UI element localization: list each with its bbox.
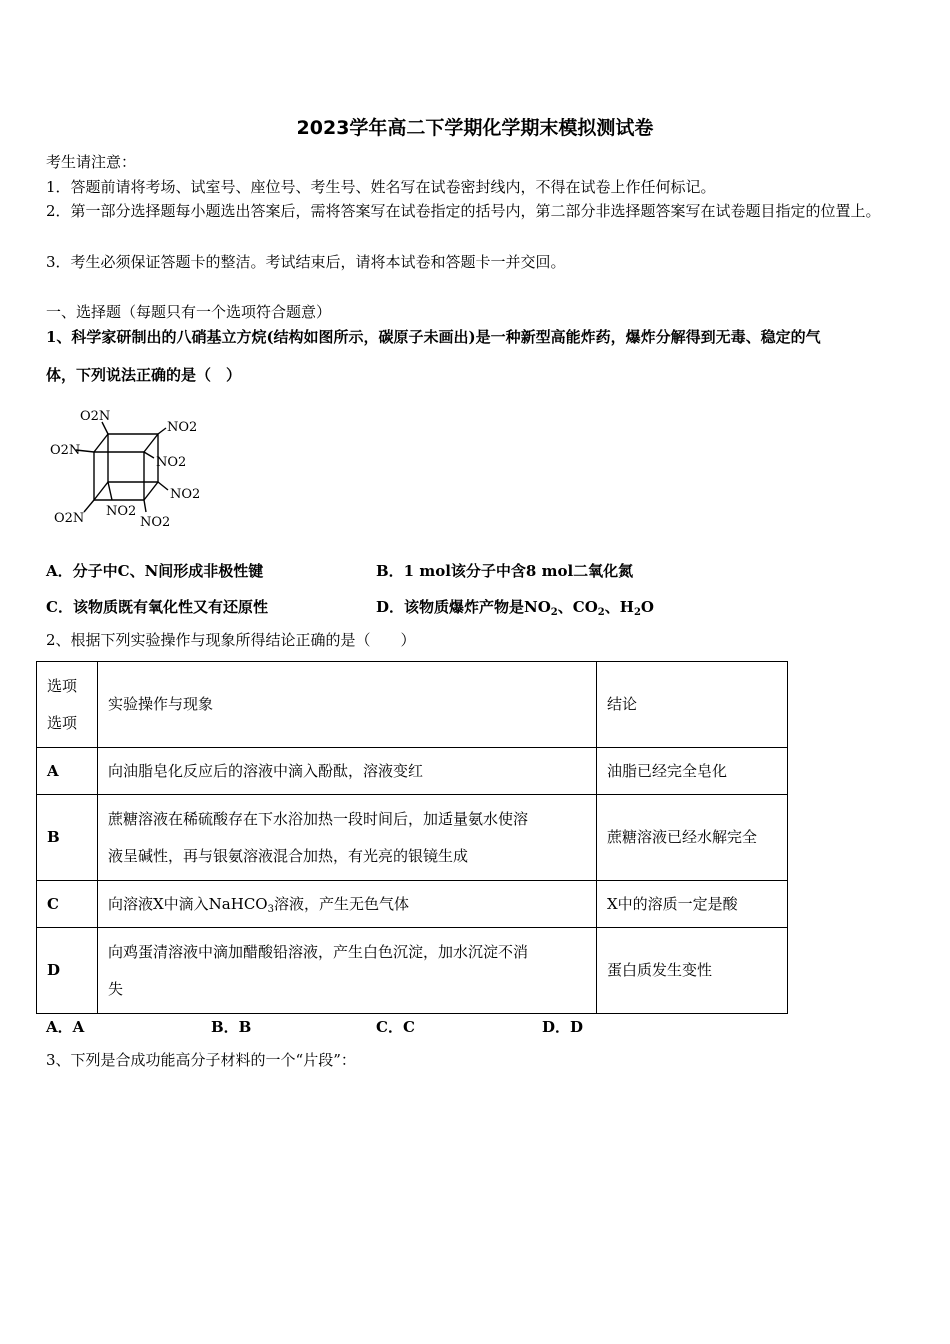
table-header-row [37, 662, 788, 748]
row-operation: 向鸡蛋清溶液中滴加醋酸铅溶液，产生白色沉淀，加水沉淀不消 失 [98, 928, 597, 1014]
q2-option-c[interactable]: C．C [376, 1018, 415, 1036]
table-row [37, 795, 788, 881]
structure-label: NO2 [156, 455, 187, 470]
q2-option-a[interactable]: A．A [46, 1018, 85, 1036]
structure-label: O2N [50, 443, 81, 458]
row-conclusion: 蔗糖溶液已经水解完全 [597, 795, 788, 881]
table-row [37, 928, 788, 1014]
structure-label: NO2 [170, 487, 201, 502]
row-conclusion: 油脂已经完全皂化 [597, 748, 788, 795]
row-operation: 蔗糖溶液在稀硫酸存在下水浴加热一段时间后，加适量氨水使溶 液呈碱性，再与银氨溶液混合加热，有光亮的银镜生成 [98, 795, 597, 881]
q1-option-a[interactable]: A．分子中C、N间形成非极性键 [46, 562, 264, 580]
row-conclusion: 蛋白质发生变性 [597, 928, 788, 1014]
notice-item-3: 3．考生必须保证答题卡的整洁。考试结束后，请将本试卷和答题卡一并交回。 [46, 253, 566, 271]
q3-stem: 3、下列是合成功能高分子材料的一个“片段”： [46, 1051, 356, 1069]
q2-option-b[interactable]: B．B [211, 1018, 252, 1036]
row-letter: B [37, 795, 98, 881]
notice-heading: 考生请注意： [46, 153, 137, 171]
q1-stem-line1: 1、科学家研制出的八硝基立方烷(结构如图所示，碳原子未画出)是一种新型高能炸药，爆炸分解得到无毒、稳定的气 [46, 328, 821, 346]
row-conclusion: X中的溶质一定是酸 [597, 881, 788, 928]
notice-item-2: 2．第一部分选择题每小题选出答案后，需将答案写在试卷指定的括号内，第二部分非选择题答案写在试卷题目指定的位置上。 [46, 202, 881, 220]
structure-label: NO2 [167, 420, 198, 435]
table-row [37, 881, 788, 928]
structure-label: O2N [54, 511, 85, 526]
q2-stem: 2、根据下列实验操作与现象所得结论正确的是（ ） [46, 631, 416, 649]
structure-label: O2N [80, 409, 111, 424]
section-heading: 一、选择题（每题只有一个选项符合题意） [46, 303, 332, 321]
q2-option-d[interactable]: D．D [542, 1018, 584, 1036]
structure-label: NO2 [140, 515, 171, 530]
header-conclusion-cell: 结论 [597, 662, 788, 748]
octanitrocubane-structure [46, 400, 216, 535]
q1-stem-line2: 体，下列说法正确的是（ ） [46, 366, 242, 384]
row-letter: D [37, 928, 98, 1014]
q1-option-b[interactable]: B．1 mol该分子中含8 mol二氧化氮 [376, 562, 634, 580]
q1-option-d[interactable]: D．该物质爆炸产物是$NO_2$、$CO_2$、$H_2O$ [376, 598, 654, 618]
q1-option-d-prefix: D．该物质爆炸产物是 [376, 598, 525, 616]
structure-label: NO2 [106, 504, 137, 519]
table-row [37, 748, 788, 795]
page-title: 2023学年高二下学期化学期末模拟测试卷 [296, 117, 654, 139]
q2-table [36, 661, 788, 1014]
notice-item-1: 1．答题前请将考场、试室号、座位号、考生号、姓名写在试卷密封线内，不得在试卷上作任何标记。 [46, 178, 716, 196]
row-letter: C [37, 881, 98, 928]
row-operation: 向溶液X中滴入NaHCO$_3$溶液，产生无色气体 [98, 881, 597, 928]
q1-option-c[interactable]: C．该物质既有氧化性又有还原性 [46, 598, 268, 616]
header-operation-cell: 实验操作与现象 [98, 662, 597, 748]
header-option-cell: 选项 选项 [37, 662, 98, 748]
row-operation: 向油脂皂化反应后的溶液中滴入酚酞，溶液变红 [98, 748, 597, 795]
row-letter: A [37, 748, 98, 795]
